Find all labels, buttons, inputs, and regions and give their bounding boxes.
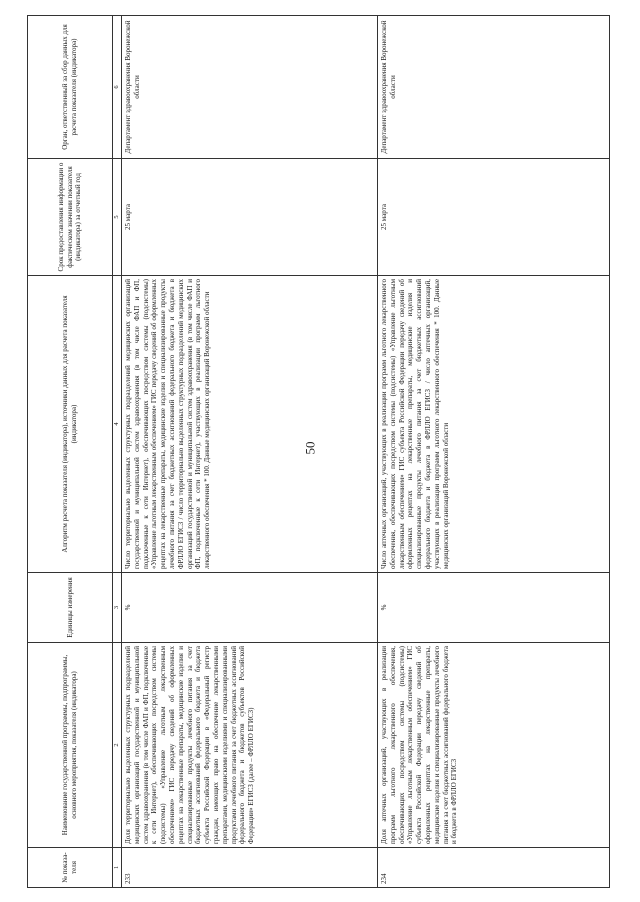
indicator-table — [27, 15, 610, 888]
responsible-body: Департамент здравоохранения Воронежской области — [122, 16, 378, 159]
row-number: 233 — [122, 848, 378, 888]
column-number: 1 — [113, 848, 122, 888]
unit: % — [122, 573, 378, 643]
deadline: 25 марта — [378, 159, 610, 276]
column-number: 3 — [113, 573, 122, 643]
column-number: 5 — [113, 159, 122, 276]
column-number-row — [113, 16, 122, 888]
column-number: 2 — [113, 643, 122, 848]
page-number: 50 — [302, 441, 318, 455]
header-responsible-body: Орган, ответственный за сбор данных для расчета показателя (индикатора) — [28, 16, 113, 159]
responsible-body: Департамент здравоохранения Воронежской области — [378, 16, 610, 159]
header-algorithm: Алгоритм расчета показателя (индикатора), источники данных для расчета показателя (индикатора) — [28, 276, 113, 573]
table-row — [122, 16, 378, 888]
header-unit: Единицы измерения — [28, 573, 113, 643]
table-row — [378, 16, 610, 888]
column-number: 6 — [113, 16, 122, 159]
column-number: 4 — [113, 276, 122, 573]
deadline: 25 марта — [122, 159, 378, 276]
algorithm: Число аптечных организаций, участвующих в реализации программ льготного лекарственного обеспечения, обеспечивающих посредством системы (подсистемы) «Управление льготным лекарственным обеспечением» ГИС субъекта Российской Федерации передачу сведений об оформленных рецептах на лекарственные препараты, медицинские изделия и специализированные продукты лечебного питания за счет бюджетных ассигнований федерального бюджета и бюджета в ФРЛЛО ЕГИСЗ / число аптечных организаций, участвующих в реализации программ льготного лекарственного обеспечения * 100. Данные медицинских организаций Воронежской области — [378, 276, 610, 573]
unit: % — [378, 573, 610, 643]
table-header-row — [28, 16, 113, 888]
header-deadline: Срок предоставления информации о фактическом значении показателя (индикатора) за отчетный год — [28, 159, 113, 276]
header-indicator-name: Наименование государственной программы, подпрограммы, основного мероприятия, показателя (индикатора) — [28, 643, 113, 848]
header-indicator-number: № показа-теля — [28, 848, 113, 888]
indicator-name: Доля аптечных организаций, участвующих в реализации программ льготного лекарственного обеспечения, обеспечивающих посредством системы (подсистемы) «Управление льготным лекарственным обеспечением» ГИС субъекта Российской Федерации передачу сведений об оформленных рецептах на лекарственные препараты, медицинские изделия и специализированные продукты лечебного питания за счет бюджетных ассигнований федерального бюджета и бюджета в ФРЛЛО ЕГИСЗ — [378, 643, 610, 848]
indicator-name: Доля территориально выделенных структурных подразделений медицинских организаций государственной и муниципальной систем здравоохранения (в том числе ФАП и ФП, подключенные к сети Интернет), обеспечивающих посредством системы (подсистемы) «Управление льготным лекарственным обеспечением» ГИС передачу сведений об оформленных рецептах на лекарственные препараты, медицинские изделия и специализированные продукты лечебного питания за счет бюджетных ассигнований федерального бюджета и бюджета субъекта Российской Федерации в «Федеральный регистр граждан, имеющих право на обеспечение лекарственными препаратами, медицинскими изделиями и специализированными продуктами лечебного питания за счет бюджетных ассигнований федерального бюджета и бюджетов субъектов Российской Федерации» ЕГИСЗ (далее – ФРЛЛО ЕГИСЗ) — [122, 643, 378, 848]
row-number: 234 — [378, 848, 610, 888]
algorithm: Число территориально выделенных структурных подразделений медицинских организаций государственной и муниципальной систем здравоохранения (в том числе ФАП и ФП, подключенные к сети Интернет), обеспечивающих посредством системы (подсистемы) «Управление льготным лекарственным обеспечением» ГИС передачу сведений об оформленных рецептах на лекарственные препараты, медицинские изделия и специализированные продукты лечебного питания за счет бюджетных ассигнований федерального бюджета и бюджета в ФРЛЛО ЕГИСЗ / число территориально выделенных структурных подразделений медицинских организаций государственной и муниципальной систем здравоохранения (в том числе ФАП и ФП, подключенные к сети Интернет), участвующих в реализации программ льготного лекарственного обеспечения * 100. Данные медицинских организаций Воронежской области — [122, 276, 378, 573]
indicator-table-sheet — [27, 16, 609, 888]
